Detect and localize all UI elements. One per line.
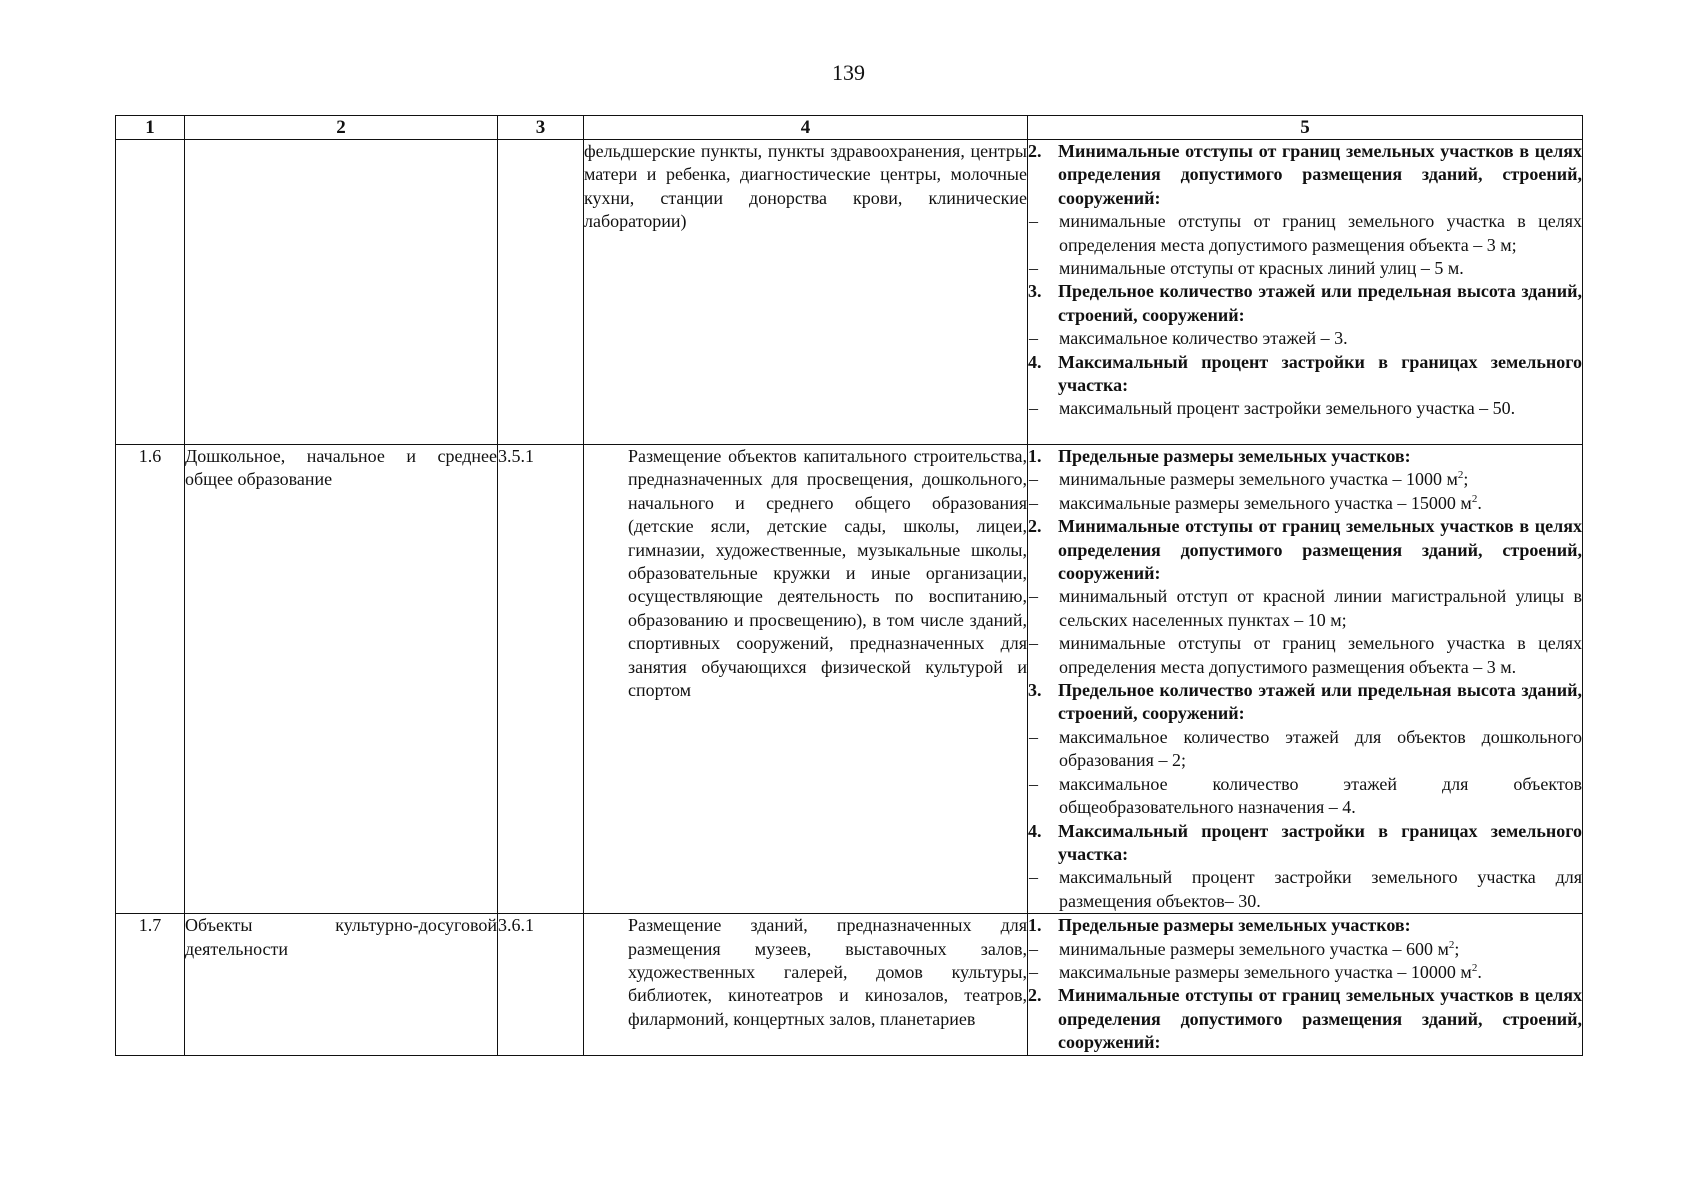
requirement-text [1059,961,1582,984]
requirement-item [1028,468,1582,491]
page-number: 139 [832,60,865,85]
requirement-text-main: максимальные размеры земельного участка – 15000 м [1059,492,1472,513]
table-row [116,140,1583,445]
requirement-text [1058,351,1582,398]
requirement-heading [1028,820,1582,867]
row-number-cell [116,140,185,445]
row-description-cell [584,914,1028,1055]
requirement-text-main: Предельные размеры земельных участков: [1058,915,1411,936]
column-header-5: 5 [1028,116,1583,140]
requirement-text-main: минимальные отступы от красных линий улиц – 5 м. [1059,258,1464,279]
dash-marker: – [1029,726,1038,747]
row-code: 3.5.1 [498,445,584,914]
column-header-1: 1 [116,116,185,140]
requirement-heading [1028,679,1582,726]
dash-marker: – [1029,633,1038,654]
requirement-text-main: минимальный отступ от красной линии магистральной улицы в сельских населенных пунктах – 10 м; [1059,586,1582,630]
item-number: 1. [1028,915,1042,936]
requirement-heading [1028,984,1582,1054]
dash-marker: – [1029,258,1038,279]
requirement-text [1059,632,1582,679]
requirement-item [1028,726,1582,773]
requirement-item [1028,327,1582,350]
requirement-text-main: Минимальные отступы от границ земельных участков в целях определения допустимого размещения зданий, строений, сооружений: [1058,516,1582,584]
dash-marker: – [1029,492,1038,513]
requirement-heading [1028,515,1582,585]
item-number: 2. [1028,985,1042,1006]
requirement-text [1058,140,1582,210]
dash-marker: – [1029,961,1038,982]
row-description-cell [584,140,1028,445]
requirement-text [1059,397,1582,420]
column-header-4: 4 [584,116,1028,140]
dash-marker: – [1029,586,1038,607]
requirement-text-main: Максимальный процент застройки в границах земельного участка: [1058,351,1582,396]
dash-marker: – [1029,938,1038,959]
requirement-heading [1028,445,1582,468]
requirement-text-main: Предельные размеры земельных участков: [1058,446,1411,466]
requirement-text-main: минимальные размеры земельного участка – 600 м [1059,938,1449,959]
requirement-text [1058,914,1582,937]
column-header-3: 3 [498,116,584,140]
dash-marker: – [1029,773,1038,794]
item-number: 2. [1028,516,1042,537]
regulations-table [115,115,1583,1056]
row-name: Дошкольное, начальное и среднее общее образование [185,445,498,914]
row-code: 3.6.1 [498,914,584,1055]
requirement-text-main: минимальные размеры земельного участка – 1000 м [1059,469,1458,490]
row-description: Размещение зданий, предназначенных для размещения музеев, выставочных залов, художественных галерей, домов культуры, библиотек, кинотеатров и кинозалов, театров, филармоний, концертных залов, планетариев [628,915,1027,1029]
table-row [116,445,1583,914]
requirement-text-main: максимальное количество этажей – 3. [1059,328,1348,349]
header-row [116,116,1583,140]
requirement-item [1028,257,1582,280]
requirement-text [1059,210,1582,257]
dash-marker: – [1029,211,1038,232]
requirement-heading [1028,140,1582,210]
dash-marker: – [1029,469,1038,490]
requirement-heading [1028,351,1582,398]
row-requirements-cell [1028,445,1583,914]
table-row [116,914,1583,1055]
requirement-text [1058,280,1582,327]
unit-superscript: 2 [1457,469,1464,482]
requirement-text [1058,515,1582,585]
unit-superscript: 2 [1471,492,1478,505]
requirement-text-main: Минимальные отступы от границ земельных участков в целях определения допустимого размещения зданий, строений, сооружений: [1058,141,1582,208]
row-description: фельдшерские пункты, пункты здравоохранения, центры матери и ребенка, диагностические центры, молочные кухни, станции донорства крови, клинические лаборатории) [584,141,1027,232]
requirement-text-main: Предельное количество этажей или предельная высота зданий, строений, сооружений: [1058,281,1582,325]
column-header-2: 2 [185,116,498,140]
requirement-text-tail: ; [1463,469,1469,490]
dash-marker: – [1029,867,1038,888]
row-code-cell [498,140,584,445]
requirement-text [1059,327,1582,350]
requirement-text [1058,445,1582,468]
item-number: 2. [1028,141,1042,161]
requirement-text [1059,866,1582,913]
requirement-text-tail: . [1477,492,1482,513]
requirement-text-main: максимальное количество этажей для объектов общеобразовательного назначения – 4. [1059,773,1582,818]
requirement-item [1028,961,1582,984]
row-requirements-cell [1028,914,1583,1055]
unit-superscript: 2 [1448,938,1455,951]
requirement-text-tail: . [1477,961,1482,982]
dash-marker: – [1029,398,1038,419]
item-number: 4. [1028,820,1042,841]
requirement-text-main: Минимальные отступы от границ земельных участков в целях определения допустимого размещения зданий, строений, сооружений: [1058,985,1582,1053]
row-description: Размещение объектов капитального строительства, предназначенных для просвещения, дошкольного, начального и среднего общего образования (детские ясли, детские сады, школы, лицеи, гимназии, художественные, музыкальные школы, образовательные кружки и иные организации, осуществляющие деятельность по воспитанию, образованию и просвещению), в том числе зданий, спортивных сооружений, предназначенных для занятия обучающихся физической культурой и спортом [628,446,1027,701]
requirement-text-main: минимальные отступы от границ земельного участка в целях определения места допустимого размещения объекта – 3 м. [1059,633,1582,677]
requirement-heading [1028,914,1582,937]
requirement-item [1028,866,1582,913]
requirement-text-main: Предельное количество этажей или предельная высота зданий, строений, сооружений: [1058,680,1582,724]
requirement-item [1028,632,1582,679]
requirement-text [1058,820,1582,867]
item-number: 3. [1028,281,1042,302]
requirement-text [1059,585,1582,632]
requirement-item [1028,585,1582,632]
row-requirements-cell [1028,140,1583,445]
requirement-text-main: Максимальный процент застройки в границах земельного участка: [1058,820,1582,864]
requirement-text-main: максимальное количество этажей для объектов дошкольного образования – 2; [1059,726,1582,771]
requirement-text [1058,984,1582,1054]
dash-marker: – [1029,328,1038,349]
row-number: 1.7 [116,914,185,1055]
requirement-heading [1028,280,1582,327]
requirement-text [1059,468,1582,491]
row-name: Объекты культурно-досуговой деятельности [185,914,498,1055]
requirement-text [1059,257,1582,280]
requirement-text-main: максимальный процент застройки земельного участка для размещения объектов– 30. [1059,867,1582,911]
requirement-item [1028,492,1582,515]
requirement-text [1059,726,1582,773]
requirement-text-tail: ; [1454,938,1460,959]
item-number: 3. [1028,680,1042,701]
row-description-cell [584,445,1028,914]
requirement-text-main: минимальные отступы от границ земельного участка в целях определения места допустимого размещения объекта – 3 м; [1059,211,1582,255]
requirement-item [1028,210,1582,257]
requirement-text-main: максимальный процент застройки земельного участка – 50. [1059,398,1516,419]
requirement-item [1028,938,1582,961]
requirement-text [1059,938,1582,961]
item-number: 4. [1028,351,1042,372]
requirement-text [1059,773,1582,820]
item-number: 1. [1028,446,1042,466]
requirement-text [1058,679,1582,726]
requirement-text-main: максимальные размеры земельного участка – 10000 м [1059,961,1472,982]
requirement-item [1028,773,1582,820]
requirement-text [1059,492,1582,515]
row-number: 1.6 [116,445,185,914]
row-name-cell [185,140,498,445]
unit-superscript: 2 [1471,961,1478,974]
requirement-item [1028,397,1582,420]
